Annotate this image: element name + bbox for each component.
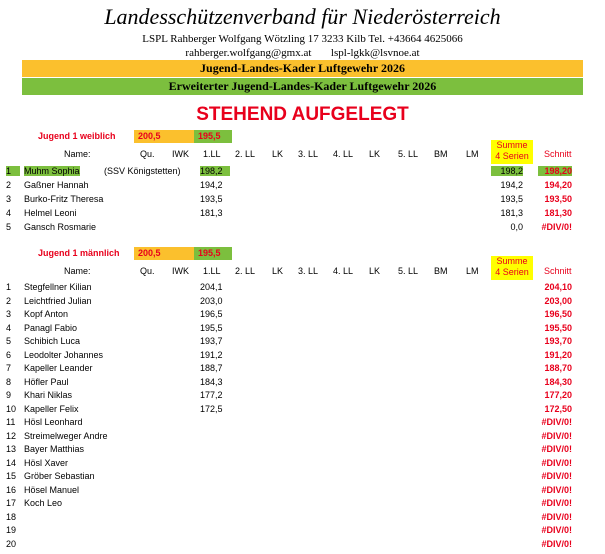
athlete-name: Panagl Fabio [24,322,78,333]
row-number: 10 [6,403,17,414]
email-line [0,47,605,59]
row-number: 14 [6,457,17,468]
col-3ll: 3. LL [298,266,319,276]
athlete-name: Hösl Leonhard [24,417,83,427]
col-lk2: LK [369,266,381,276]
athlete-name: Khari Niklas [24,390,73,400]
band-erweiterter-kader: Erweiterter Jugend-Landes-Kader Luftgewehr 2026 [22,78,583,95]
summe-value: 193,5 [500,194,523,204]
row-number: 8 [6,376,12,387]
col-2ll: 2. LL [235,149,256,159]
row-number: 3 [6,194,12,204]
score-1ll: 188,7 [200,363,223,373]
col-schnitt: Schnitt [544,266,572,276]
qu-limit-box: 200,5 [134,130,194,143]
email-1: rahberger.wolfgang@gmx.at [185,47,312,59]
athlete-name: Helmel Leoni [24,208,77,218]
schnitt-value: 191,20 [544,349,572,360]
schnitt-value: 195,50 [544,322,572,333]
row-number: 5 [6,336,12,346]
schnitt-value: #DIV/0! [541,417,572,427]
row-number: 1 [6,282,12,292]
athlete-name: Gansch Rosmarie [24,222,97,232]
athlete-name: Hösl Xaver [24,457,69,468]
score-1ll: 191,2 [200,349,223,360]
athlete-name: Burko-Fritz Theresa [24,194,104,204]
schnitt-value: 198,20 [538,166,572,176]
schnitt-value: #DIV/0! [541,484,572,495]
summe-header: Summe 4 Serien [491,140,533,164]
ll-limit-box: 195,5 [194,247,232,260]
athlete-name: Höfler Paul [24,376,69,387]
col-qu: Qu. [140,266,155,276]
athlete-name: Koch Leo [24,498,63,508]
schnitt-value: #DIV/0! [541,538,572,549]
schnitt-value: #DIV/0! [541,471,572,481]
score-1ll: 194,2 [200,180,223,190]
schnitt-value: 188,70 [544,363,572,373]
schnitt-value: #DIV/0! [541,222,572,232]
row-number: 15 [6,471,17,481]
col-5ll: 5. LL [398,266,419,276]
row-number: 3 [6,309,12,319]
col-2ll: 2. LL [235,266,256,276]
row-number: 13 [6,444,17,454]
athlete-name: Kapeller Felix [24,403,79,414]
schnitt-value: 181,30 [544,208,572,218]
athlete-name: Muhm Sophia [24,166,80,176]
band-jugend-kader: Jugend-Landes-Kader Luftgewehr 2026 [22,60,583,77]
schnitt-value: 203,00 [544,295,572,306]
col-lm: LM [466,266,479,276]
athlete-name: Kopf Anton [24,309,69,319]
schnitt-value: #DIV/0! [541,457,572,468]
score-1ll: 193,7 [200,336,223,346]
row-number: 18 [6,511,17,522]
score-1ll: 196,5 [200,309,223,319]
col-3ll: 3. LL [298,149,319,159]
email-2: lspl-lgkk@lsvnoe.at [330,47,420,59]
athlete-name: Gaßner Hannah [24,180,89,190]
row-number: 9 [6,390,12,400]
col-4ll: 4. LL [333,266,354,276]
schnitt-value: 177,20 [544,390,572,400]
row-number: 4 [6,322,12,333]
score-1ll: 203,0 [200,295,223,306]
qu-limit-box: 200,5 [134,247,194,260]
row-number: 16 [6,484,17,495]
ll-limit-box: 195,5 [194,130,232,143]
col-lm: LM [466,149,479,159]
schnitt-value: 194,20 [544,180,572,190]
association-title: Landesschützenverband für Niederösterreich [104,4,501,29]
schnitt-value: 204,10 [544,282,572,292]
athlete-name: Gröber Sebastian [24,471,95,481]
schnitt-value: 184,30 [544,376,572,387]
schnitt-value: #DIV/0! [541,444,572,454]
col-lk: LK [272,149,284,159]
col-5ll: 5. LL [398,149,419,159]
athlete-name: Leichtfried Julian [24,295,92,306]
summe-value: 0,0 [510,222,523,232]
athlete-name: Leodolter Johannes [24,349,104,360]
address-line: LSPL Rahberger Wolfgang Wötzling 17 3233 Kilb Tel. +43664 4625066 [142,33,463,45]
score-1ll: 177,2 [200,390,223,400]
row-number: 2 [6,180,12,190]
row-number: 2 [6,295,12,306]
row-number: 6 [6,349,12,360]
athlete-name: Schibich Luca [24,336,81,346]
row-number: 4 [6,208,12,218]
score-1ll: 172,5 [200,403,223,414]
schnitt-value: 193,50 [544,194,572,204]
schnitt-value: #DIV/0! [541,511,572,522]
schnitt-value: 172,50 [544,403,572,414]
col-name: Name: [64,266,91,276]
col-4ll: 4. LL [333,149,354,159]
score-1ll: 184,3 [200,376,223,387]
row-number: 1 [6,166,20,176]
schnitt-value: #DIV/0! [541,525,572,535]
schnitt-value: #DIV/0! [541,498,572,508]
col-iwk: IWK [172,149,189,159]
row-number: 7 [6,363,12,373]
category-label: Jugend 1 männlich [38,248,120,258]
col-iwk: IWK [172,266,189,276]
row-number: 12 [6,430,17,441]
row-number: 11 [6,417,16,427]
club-name: (SSV Königstetten) [104,166,181,176]
summe-value: 198,2 [491,166,523,176]
athlete-name: Bayer Matthias [24,444,85,454]
summe-value: 181,3 [500,208,523,218]
score-1ll: 198,2 [200,166,230,176]
col-bm: BM [434,149,448,159]
athlete-name: Stegfellner Kilian [24,282,92,292]
score-1ll: 193,5 [200,194,223,204]
row-number: 17 [6,498,17,508]
athlete-name: Streimelweger Andre [24,430,108,441]
row-number: 5 [6,222,12,232]
col-1ll: 1.LL [203,149,221,159]
score-1ll: 195,5 [200,322,223,333]
summe-header: Summe 4 Serien [491,256,533,280]
col-lk2: LK [369,149,381,159]
row-number: 19 [6,525,17,535]
schnitt-value: 193,70 [544,336,572,346]
col-schnitt: Schnitt [544,149,572,159]
col-lk: LK [272,266,284,276]
athlete-name: Kapeller Leander [24,363,93,373]
schnitt-value: 196,50 [544,309,572,319]
athlete-name: Hösel Manuel [24,484,80,495]
row-number: 20 [6,538,17,549]
category-label: Jugend 1 weiblich [38,131,116,141]
discipline-title: STEHEND AUFGELEGT [196,104,409,125]
col-bm: BM [434,266,448,276]
score-1ll: 204,1 [200,282,223,292]
schnitt-value: #DIV/0! [541,430,572,441]
col-qu: Qu. [140,149,155,159]
col-name: Name: [64,149,91,159]
col-1ll: 1.LL [203,266,221,276]
summe-value: 194,2 [500,180,523,190]
score-1ll: 181,3 [200,208,223,218]
